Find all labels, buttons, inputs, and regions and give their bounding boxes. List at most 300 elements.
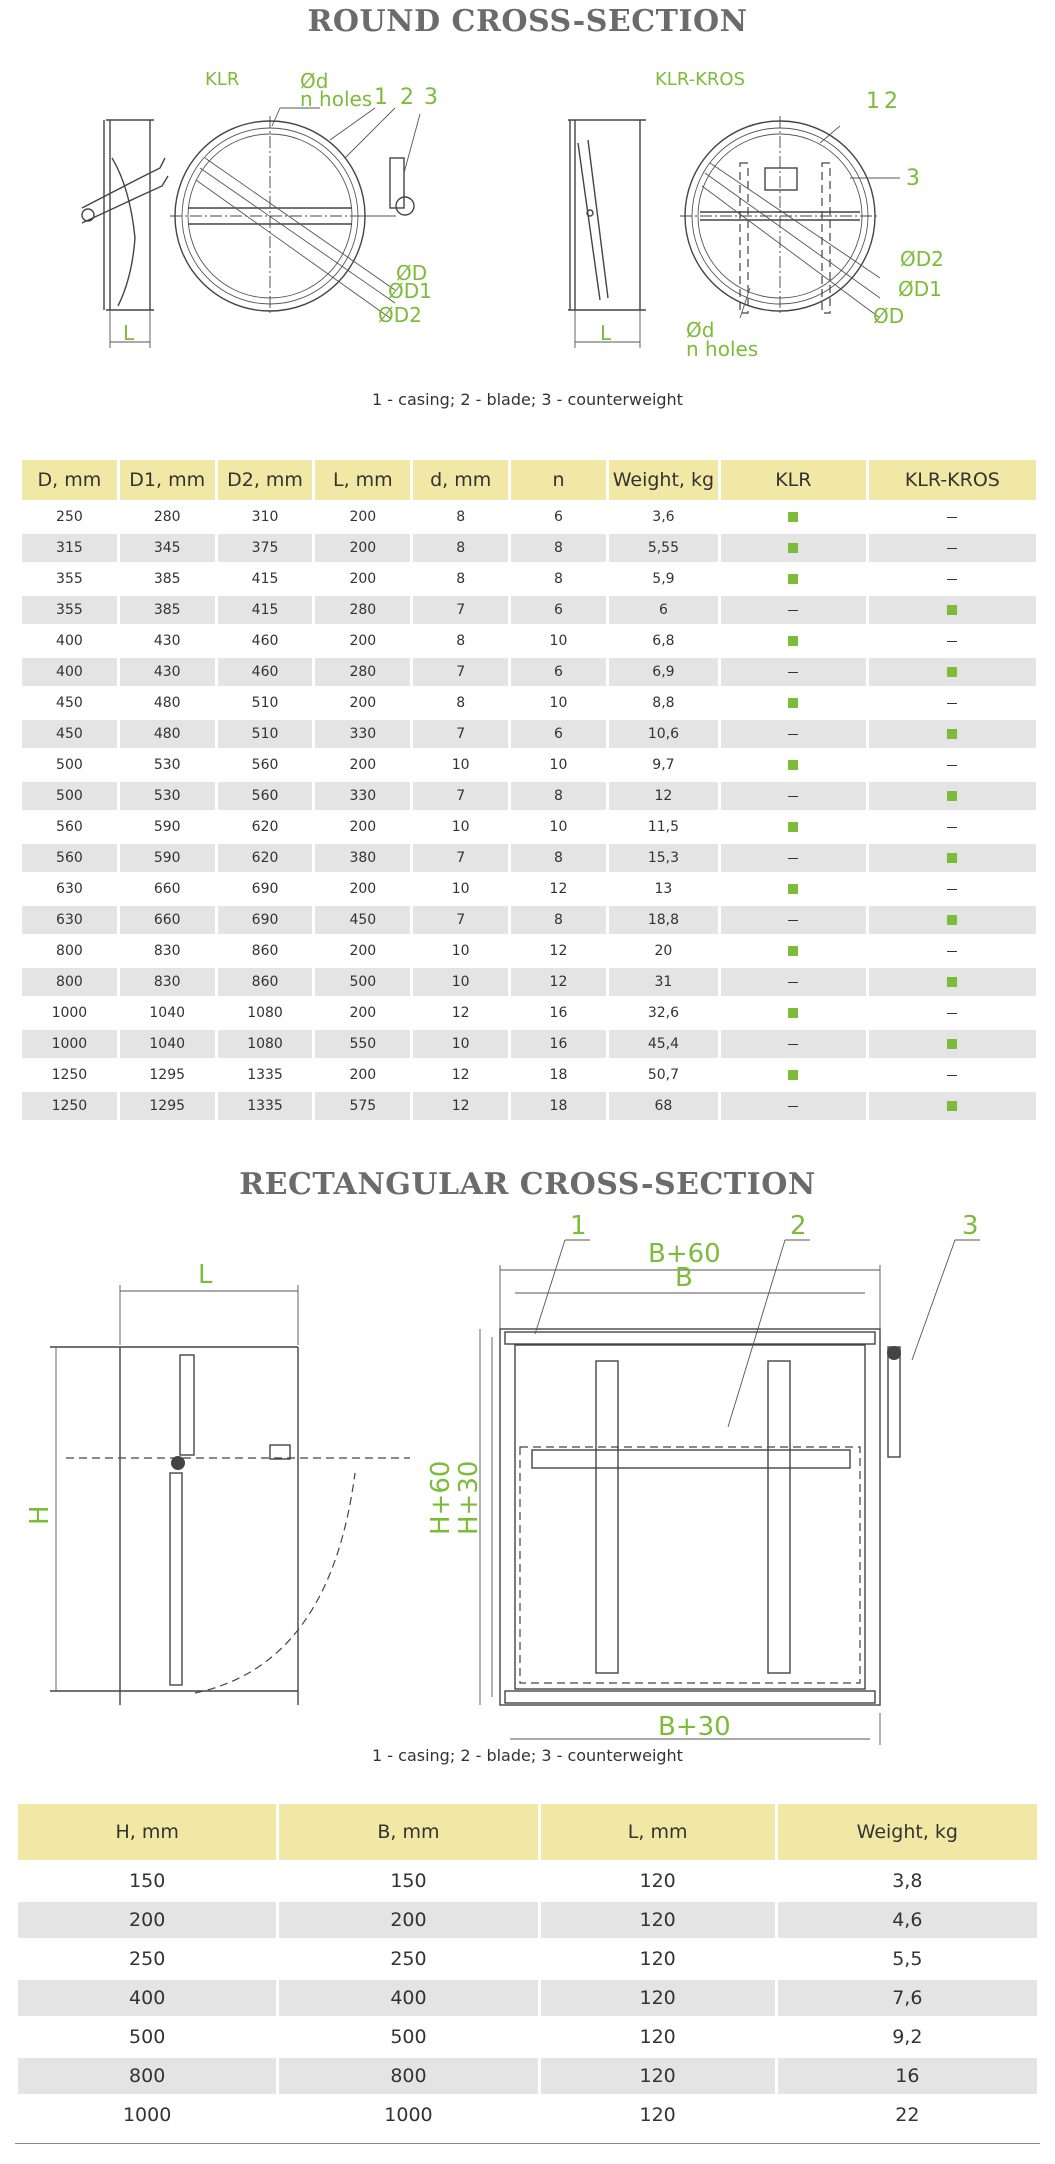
table-cell: 200	[349, 881, 377, 897]
table-row	[22, 844, 1036, 872]
table-cell: 280	[315, 596, 410, 624]
round-col-header: D, mm	[22, 460, 117, 500]
table-cell: 7	[413, 720, 508, 748]
table-cell: 3,8	[892, 1870, 923, 1892]
table-cell: 7	[413, 596, 508, 624]
table-cell: 150	[129, 1870, 166, 1892]
availability-mark-icon	[788, 822, 798, 832]
rect-front-view	[426, 1211, 980, 1745]
table-cell: 6	[609, 596, 718, 624]
table-cell: 415	[251, 571, 279, 587]
table-cell: 1250	[22, 1092, 117, 1120]
table-cell: 200	[315, 534, 410, 562]
table-cell: 18	[549, 1067, 568, 1083]
rect-h-label: H	[25, 1505, 55, 1525]
table-cell: 385	[153, 571, 181, 587]
table-cell: 430	[120, 658, 215, 686]
rect-num2: 2	[790, 1211, 807, 1241]
table-cell	[721, 596, 866, 624]
rect-drawing	[0, 1205, 1055, 1745]
availability-mark-icon	[947, 667, 957, 677]
table-cell: 660	[153, 881, 181, 897]
round-table-body	[22, 503, 1036, 1120]
table-cell: 120	[639, 2026, 676, 2048]
table-cell	[721, 720, 866, 748]
table-cell: 18,8	[609, 906, 718, 934]
table-cell: 385	[120, 596, 215, 624]
table-cell: 9,7	[652, 757, 675, 773]
table-cell: 560	[22, 844, 117, 872]
table-cell: 355	[22, 596, 117, 624]
table-row	[22, 751, 1036, 779]
rect-col-header: H, mm	[18, 1804, 276, 1860]
not-available-dash-icon	[947, 765, 957, 766]
table-cell	[869, 565, 1036, 593]
table-cell: 860	[251, 943, 279, 959]
table-cell	[721, 565, 866, 593]
table-row	[22, 627, 1036, 655]
round-col-header: KLR-KROS	[869, 460, 1036, 500]
table-cell: 7	[413, 844, 508, 872]
table-cell: 690	[251, 881, 279, 897]
table-cell: 620	[218, 844, 313, 872]
round-col-header: Weight, kg	[609, 460, 718, 500]
table-cell: 18	[511, 1092, 606, 1120]
table-cell: 590	[120, 844, 215, 872]
table-cell: 1295	[149, 1067, 186, 1083]
availability-mark-icon	[947, 977, 957, 987]
table-cell: 20	[654, 943, 673, 959]
table-cell: 10	[549, 695, 568, 711]
table-cell: 8	[456, 695, 466, 711]
table-cell: 11,5	[647, 819, 679, 835]
table-cell: 560	[251, 757, 279, 773]
availability-mark-icon	[788, 512, 798, 522]
table-cell: 7	[413, 906, 508, 934]
table-cell	[721, 1092, 866, 1120]
table-cell: 200	[349, 819, 377, 835]
table-cell: 8	[554, 571, 563, 587]
rect-table-header	[18, 1804, 1037, 1860]
not-available-dash-icon	[788, 672, 798, 673]
table-cell: 10	[413, 968, 508, 996]
rect-col-header: Weight, kg	[778, 1804, 1037, 1860]
table-cell	[869, 503, 1036, 531]
table-cell: 280	[153, 509, 181, 525]
table-cell	[869, 906, 1036, 934]
table-cell: 6	[511, 720, 606, 748]
table-cell	[721, 906, 866, 934]
table-row	[18, 1902, 1037, 1938]
not-available-dash-icon	[947, 1075, 957, 1076]
table-cell: 15,3	[609, 844, 718, 872]
table-cell	[869, 937, 1036, 965]
table-cell: 1000	[22, 1030, 117, 1058]
table-row	[18, 1980, 1037, 2016]
round-col-header: d, mm	[413, 460, 508, 500]
table-cell	[721, 1030, 866, 1058]
table-cell: 375	[218, 534, 313, 562]
table-cell: 22	[895, 2104, 920, 2126]
table-cell: 16	[549, 1005, 568, 1021]
table-cell: 450	[22, 720, 117, 748]
table-cell: 32,6	[647, 1005, 679, 1021]
table-cell	[721, 813, 866, 841]
table-cell: 530	[153, 757, 181, 773]
table-cell: 1335	[247, 1067, 283, 1083]
table-row	[22, 906, 1036, 934]
table-cell	[869, 658, 1036, 686]
table-cell: 8	[456, 633, 466, 649]
table-cell: 12	[413, 1092, 508, 1120]
table-row	[22, 658, 1036, 686]
availability-mark-icon	[947, 791, 957, 801]
kros-od-dim: ØD	[873, 304, 905, 328]
not-available-dash-icon	[788, 920, 798, 921]
klr-od-dim: ØD	[396, 261, 428, 285]
rect-b-label: B	[675, 1263, 693, 1293]
table-cell: 200	[349, 1005, 377, 1021]
table-cell: 250	[56, 509, 83, 525]
table-cell: 560	[56, 819, 83, 835]
round-col-header: D1, mm	[120, 460, 215, 500]
table-cell: 16	[511, 1030, 606, 1058]
table-row	[22, 968, 1036, 996]
table-cell: 1250	[51, 1067, 88, 1083]
table-cell	[869, 596, 1036, 624]
availability-mark-icon	[788, 574, 798, 584]
klr-od-label: Ød	[300, 69, 329, 93]
rect-table-bottom-rule	[15, 2143, 1040, 2144]
table-cell: 150	[390, 1870, 427, 1892]
round-table-header	[22, 460, 1036, 500]
not-available-dash-icon	[788, 734, 798, 735]
table-cell: 345	[120, 534, 215, 562]
kros-num3: 3	[906, 166, 920, 191]
table-cell: 200	[349, 633, 377, 649]
rect-l-label: L	[198, 1260, 213, 1290]
table-cell: 6	[511, 596, 606, 624]
table-cell: 250	[390, 1948, 427, 1970]
table-cell: 7,6	[778, 1980, 1037, 2016]
table-cell	[721, 844, 866, 872]
table-cell: 3,6	[652, 509, 675, 525]
table-cell	[721, 782, 866, 810]
table-cell: 5,5	[892, 1948, 923, 1970]
table-cell: 1040	[149, 1005, 186, 1021]
table-row	[18, 1941, 1037, 1977]
table-cell: 830	[153, 943, 181, 959]
not-available-dash-icon	[788, 982, 798, 983]
table-cell: 460	[251, 633, 279, 649]
round-section-title: ROUND CROSS-SECTION	[307, 4, 748, 39]
table-cell: 68	[609, 1092, 718, 1120]
table-cell	[721, 658, 866, 686]
table-row	[18, 2058, 1037, 2094]
table-cell: 480	[153, 695, 181, 711]
table-cell	[869, 813, 1036, 841]
table-cell: 6,8	[652, 633, 675, 649]
table-cell: 6	[511, 658, 606, 686]
table-cell: 7	[413, 782, 508, 810]
round-drawing	[0, 48, 1055, 368]
table-cell: 8	[511, 844, 606, 872]
klr-num3: 3	[424, 85, 438, 110]
table-cell: 200	[349, 943, 377, 959]
rect-b60-label: B+60	[648, 1239, 721, 1269]
klr-od2-dim: ØD2	[378, 303, 422, 327]
table-cell	[869, 999, 1036, 1027]
not-available-dash-icon	[947, 579, 957, 580]
table-cell: 120	[541, 1902, 775, 1938]
availability-mark-icon	[788, 636, 798, 646]
round-col-header: L, mm	[315, 460, 410, 500]
rect-h30-label: H+30	[454, 1460, 484, 1535]
table-cell	[721, 968, 866, 996]
table-cell: 480	[120, 720, 215, 748]
table-row	[22, 720, 1036, 748]
table-cell	[869, 782, 1036, 810]
table-cell: 315	[22, 534, 117, 562]
table-cell: 380	[315, 844, 410, 872]
table-cell: 12	[451, 1067, 470, 1083]
table-row	[22, 782, 1036, 810]
rect-side-view	[25, 1260, 410, 1705]
table-cell: 310	[251, 509, 279, 525]
table-cell: 200	[349, 571, 377, 587]
table-cell: 1335	[218, 1092, 313, 1120]
kros-model-label: KLR-KROS	[655, 69, 746, 90]
table-cell: 45,4	[609, 1030, 718, 1058]
klr-od1-dim: ØD1	[388, 279, 432, 303]
availability-mark-icon	[788, 1070, 798, 1080]
klr-front-view	[170, 69, 438, 327]
table-cell: 500	[129, 2026, 166, 2048]
table-cell: 400	[56, 633, 83, 649]
table-cell: 800	[56, 943, 83, 959]
table-cell: 9,2	[892, 2026, 923, 2048]
table-cell: 1040	[120, 1030, 215, 1058]
table-cell: 1000	[384, 2104, 433, 2126]
table-cell: 330	[315, 720, 410, 748]
table-cell: 31	[609, 968, 718, 996]
table-cell: 200	[279, 1902, 537, 1938]
not-available-dash-icon	[947, 889, 957, 890]
not-available-dash-icon	[947, 951, 957, 952]
table-cell: 400	[18, 1980, 276, 2016]
table-cell: 120	[639, 1948, 676, 1970]
table-cell	[721, 751, 866, 779]
table-cell: 1080	[247, 1005, 283, 1021]
table-cell	[869, 534, 1036, 562]
table-cell	[869, 751, 1036, 779]
table-cell: 12	[549, 881, 568, 897]
table-cell: 10,6	[609, 720, 718, 748]
availability-mark-icon	[947, 853, 957, 863]
table-row	[22, 1030, 1036, 1058]
klr-kros-front-view	[655, 69, 944, 361]
table-cell: 430	[153, 633, 181, 649]
table-cell: 13	[654, 881, 673, 897]
table-cell: 200	[349, 695, 377, 711]
table-cell: 8	[456, 509, 466, 525]
table-cell	[721, 1061, 866, 1089]
availability-mark-icon	[947, 1101, 957, 1111]
table-cell	[869, 1030, 1036, 1058]
table-row	[22, 689, 1036, 717]
availability-mark-icon	[788, 884, 798, 894]
table-cell: 6,9	[609, 658, 718, 686]
availability-mark-icon	[947, 729, 957, 739]
table-cell	[869, 720, 1036, 748]
klr-num2: 2	[400, 85, 414, 110]
table-row	[22, 503, 1036, 531]
table-cell: 330	[315, 782, 410, 810]
table-cell: 8,8	[652, 695, 675, 711]
table-row	[22, 596, 1036, 624]
table-cell	[869, 875, 1036, 903]
table-cell: 12	[511, 968, 606, 996]
table-cell: 800	[279, 2058, 537, 2094]
not-available-dash-icon	[788, 610, 798, 611]
table-cell	[721, 503, 866, 531]
not-available-dash-icon	[947, 548, 957, 549]
table-cell: 200	[349, 757, 377, 773]
table-cell: 6	[554, 509, 563, 525]
table-cell: 450	[315, 906, 410, 934]
table-cell: 400	[22, 658, 117, 686]
table-row	[22, 937, 1036, 965]
table-row	[22, 1061, 1036, 1089]
table-cell: 200	[349, 1067, 377, 1083]
not-available-dash-icon	[788, 1044, 798, 1045]
table-cell: 415	[218, 596, 313, 624]
rect-num1: 1	[570, 1211, 587, 1241]
rect-num3: 3	[962, 1211, 979, 1241]
table-row	[18, 2019, 1037, 2055]
table-row	[22, 565, 1036, 593]
table-cell: 10	[451, 819, 470, 835]
table-cell: 7	[413, 658, 508, 686]
table-cell	[869, 968, 1036, 996]
table-cell: 630	[56, 881, 83, 897]
not-available-dash-icon	[788, 1106, 798, 1107]
table-cell: 500	[22, 782, 117, 810]
table-cell: 510	[251, 695, 279, 711]
availability-mark-icon	[788, 946, 798, 956]
table-cell: 800	[22, 968, 117, 996]
kros-n-holes-label: n holes	[686, 337, 759, 361]
table-cell: 500	[390, 2026, 427, 2048]
table-cell	[869, 1061, 1036, 1089]
table-cell	[721, 627, 866, 655]
table-cell: 10	[549, 757, 568, 773]
table-cell: 10	[413, 1030, 508, 1058]
table-row	[22, 534, 1036, 562]
table-cell: 8	[456, 571, 466, 587]
table-cell: 120	[541, 2058, 775, 2094]
table-cell: 630	[22, 906, 117, 934]
round-col-header: n	[511, 460, 606, 500]
round-table	[19, 457, 1039, 1123]
klr-model-label: KLR	[205, 69, 240, 90]
not-available-dash-icon	[788, 858, 798, 859]
table-row	[22, 999, 1036, 1027]
table-cell: 450	[56, 695, 83, 711]
table-row	[18, 2097, 1037, 2133]
table-cell: 400	[279, 1980, 537, 2016]
table-cell: 12	[549, 943, 568, 959]
table-cell: 575	[315, 1092, 410, 1120]
kros-od1-dim: ØD1	[898, 277, 942, 301]
klr-n-holes-label: n holes	[300, 87, 373, 111]
table-cell	[721, 937, 866, 965]
table-cell: 4,6	[778, 1902, 1037, 1938]
table-cell: 500	[315, 968, 410, 996]
table-cell: 690	[218, 906, 313, 934]
kros-num1: 1	[866, 89, 880, 114]
table-cell: 800	[18, 2058, 276, 2094]
table-cell: 280	[315, 658, 410, 686]
table-cell	[721, 689, 866, 717]
not-available-dash-icon	[947, 703, 957, 704]
table-row	[18, 1863, 1037, 1899]
availability-mark-icon	[947, 1039, 957, 1049]
table-cell	[721, 875, 866, 903]
table-cell: 460	[218, 658, 313, 686]
table-cell: 530	[120, 782, 215, 810]
table-cell: 830	[120, 968, 215, 996]
table-cell: 620	[251, 819, 279, 835]
table-cell: 10	[451, 943, 470, 959]
table-cell: 8	[511, 782, 606, 810]
round-caption: 1 - casing; 2 - blade; 3 - counterweight	[372, 390, 683, 409]
table-cell	[869, 844, 1036, 872]
not-available-dash-icon	[788, 796, 798, 797]
table-cell: 590	[153, 819, 181, 835]
table-cell: 12	[451, 1005, 470, 1021]
table-cell: 355	[56, 571, 83, 587]
round-col-header: D2, mm	[218, 460, 313, 500]
table-cell: 5,55	[609, 534, 718, 562]
kros-od-label: Ød	[686, 318, 715, 342]
table-cell: 12	[609, 782, 718, 810]
rect-section-title: RECTANGULAR CROSS-SECTION	[239, 1167, 816, 1202]
table-cell: 200	[349, 509, 377, 525]
table-cell: 200	[18, 1902, 276, 1938]
rect-table-body	[18, 1863, 1037, 2133]
table-cell: 860	[218, 968, 313, 996]
availability-mark-icon	[947, 915, 957, 925]
table-cell: 10	[451, 757, 470, 773]
table-cell: 5,9	[652, 571, 675, 587]
availability-mark-icon	[788, 698, 798, 708]
klr-kros-side-view	[568, 120, 646, 348]
table-cell: 16	[778, 2058, 1037, 2094]
rect-caption: 1 - casing; 2 - blade; 3 - counterweight	[372, 1746, 683, 1765]
table-cell	[869, 627, 1036, 655]
kros-od2-dim: ØD2	[900, 247, 944, 271]
klr-l-label: L	[123, 321, 135, 345]
klr-num1: 1	[374, 85, 388, 110]
availability-mark-icon	[788, 1008, 798, 1018]
table-cell: 1000	[122, 2104, 172, 2126]
rect-b30-label: B+30	[658, 1712, 731, 1742]
table-cell: 8	[413, 534, 508, 562]
not-available-dash-icon	[947, 641, 957, 642]
round-col-header: KLR	[721, 460, 866, 500]
availability-mark-icon	[947, 605, 957, 615]
